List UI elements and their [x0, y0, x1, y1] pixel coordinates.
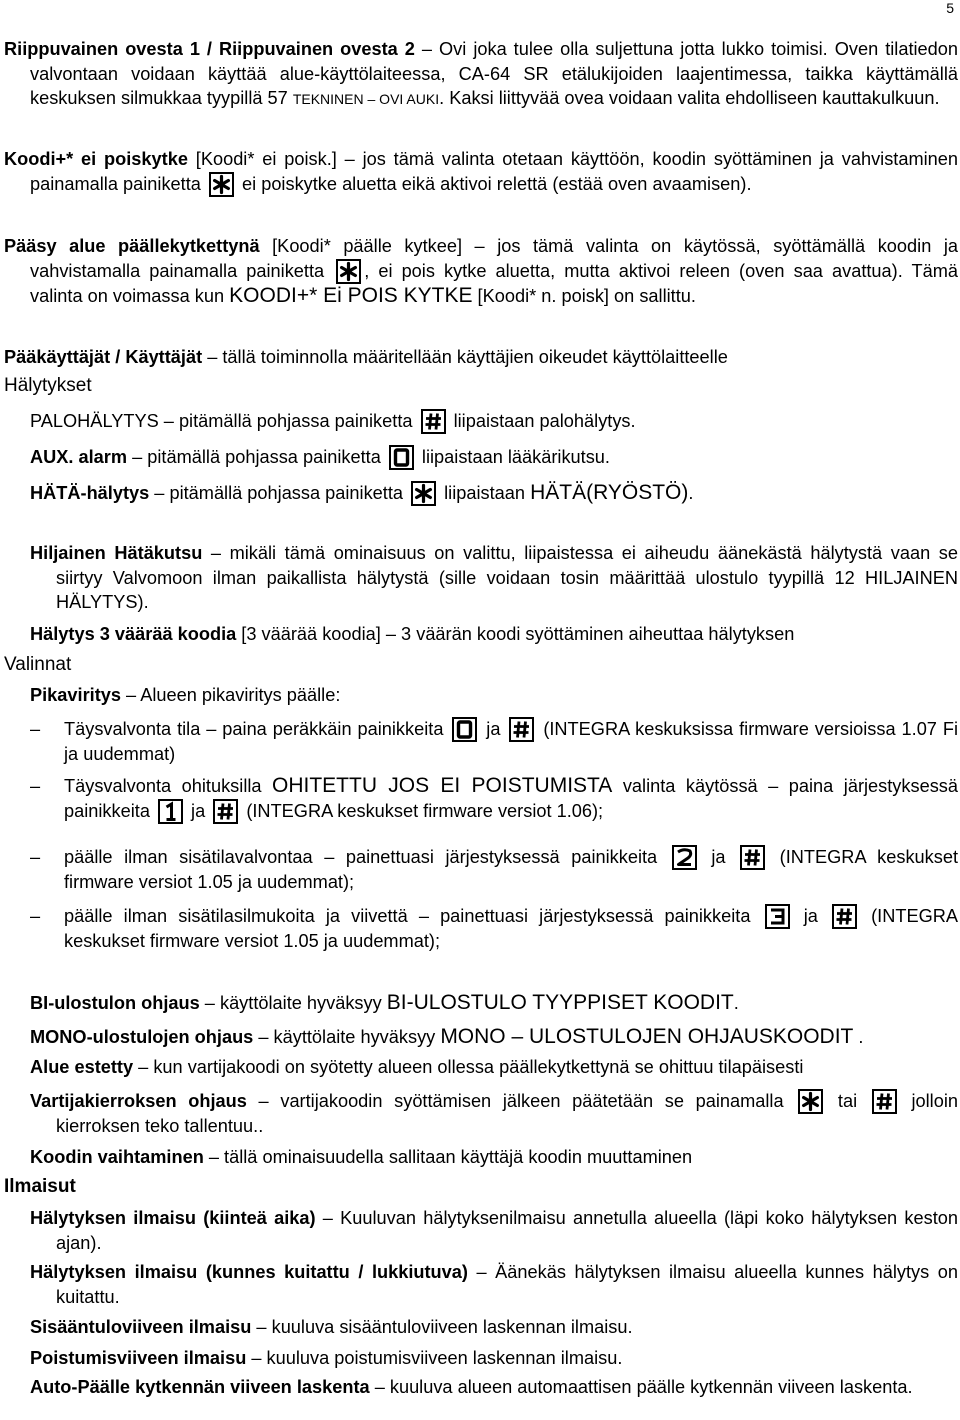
line-bi-output: BI-ulostulon ohjaus – käyttölaite hyväksyy BI-ULOSTULO TYYPPISET KOODIT. — [30, 991, 739, 1014]
line-mono-output: MONO-ulostulojen ohjaus – käyttölaite hyväksyy MONO – ULOSTULOJEN OHJAUSKOODIT . — [30, 1025, 864, 1048]
hash-key-icon — [213, 799, 238, 824]
list-item-night-arm: – päälle ilman sisätilasilmukoita ja viivettä – painettuasi järjestyksessä painikkeita ja (INTEGRA keskukset firmware versiot 1.05 ja uudemmat); — [30, 906, 959, 951]
paragraph-alarm-signal-latching: Hälytyksen ilmaisu (kunnes kuitattu / lukkiutuva) – Äänekäs hälytyksen ilmaisu alueella kunnes hälytys on kuitattu. — [30, 1262, 958, 1307]
line-code-change: Koodin vaihtaminen – tällä ominaisuudella sallitaan käyttäjä koodin muuttaminen — [30, 1147, 693, 1167]
two-key-icon — [672, 845, 697, 870]
paragraph-code-star-no-disarm: Koodi+* ei poiskytke [Koodi* ei poisk.] – jos tämä valinta otetaan käyttöön, koodin syöttäminen ja vahvistaminen painamalla painiketta ei poiskytke aluetta eikä aktivoi relettä (estää oven avaamisen). — [4, 147, 958, 197]
heading-valinnat: Valinnat — [4, 654, 72, 675]
line-aux-alarm: AUX. alarm – pitämällä pohjassa painiketta liipaistaan lääkärikutsu. — [30, 445, 958, 470]
paragraph-silent-alarm: Hiljainen Hätäkutsu – mikäli tämä ominaisuus on valittu, liipaistessa ei aiheudu äänekästä hälytystä vaan se siirtyy Valvomoon ilman paikallista hälytystä (sille voidaan tosin määrittää ulostulo tyypillä 12 HILJAINEN HÄLYTYS). — [30, 543, 959, 612]
paragraph-users: Pääkäyttäjät / Käyttäjät – tällä toiminnolla määritellään käyttäjien oikeudet käyttölaitteelle — [4, 347, 728, 367]
paragraph-access-armed: Pääsy alue päällekytkettynä [Koodi* päälle kytkee] – jos tämä valinta on käytössä, syöttämällä koodin ja vahvistamalla painamalla painiketta , ei pois kytke aluetta, mutta aktivoi releen (oven saa avattua). Tämä valinta on voimassa kun KOODI+* Ei POIS KYTKE [Koodi* n. poisk] on sallittu. — [4, 236, 958, 307]
term: Riippuvainen ovesta 1 / Riippuvainen ovesta 2 — [4, 39, 415, 59]
term: Pääkäyttäjät / Käyttäjät — [4, 347, 203, 367]
list-item-stay-arm: – päälle ilman sisätilavalvontaa – painettuasi järjestyksessä painikkeita ja (INTEGRA keskukset firmware versiot 1.05 ja uudemmat); — [30, 847, 959, 892]
heading-halytykset: Hälytykset — [4, 375, 92, 396]
hash-key-icon — [509, 717, 534, 742]
term: Pääsy alue päällekytkettynä — [4, 236, 260, 256]
star-key-icon — [411, 481, 436, 506]
star-key-icon — [798, 1089, 823, 1114]
line-entry-delay: Sisääntuloviiveen ilmaisu – kuuluva sisääntuloviiveen laskennan ilmaisu. — [30, 1317, 633, 1337]
zero-key-icon — [389, 445, 414, 470]
paragraph-guard-round: Vartijakierroksen ohjaus – vartijakoodin syöttämisen jälkeen päätetään se painamalla tai jolloin kierroksen teko tallentuu.. — [30, 1091, 958, 1136]
list-item-full-arm-bypass: – Täysvalvonta ohituksilla OHITETTU JOS EI POISTUMISTA valinta käytössä – paina järjestyksessä painikkeita ja (INTEGRA keskukset firmware versiot 1.06); — [30, 774, 958, 824]
line-area-blocked: Alue estetty – kun vartijakoodi on syötetty alueen ollessa päällekytkettynä se ohittuu tilapäisesti — [30, 1057, 804, 1077]
line-exit-delay: Poistumisviiveen ilmaisu – kuuluva poistumisviiveen laskennan ilmaisu. — [30, 1348, 623, 1368]
star-key-icon — [209, 172, 234, 197]
one-key-icon — [158, 799, 183, 824]
paragraph-auto-arm-countdown: Auto-Päälle kytkennän viiveen laskenta – kuuluva alueen automaattisen päälle kytkennän viiveen laskenta. — [30, 1377, 913, 1397]
zero-key-icon — [452, 717, 477, 742]
hash-key-icon — [740, 845, 765, 870]
hash-key-icon — [421, 409, 446, 434]
page-number: 5 — [946, 0, 954, 16]
hash-key-icon — [832, 904, 857, 929]
heading-ilmaisut: Ilmaisut — [4, 1176, 76, 1197]
paragraph-alarm-signal-fixed: Hälytyksen ilmaisu (kiinteä aika) – Kuuluvan hälytyksenilmaisu annetulla alueella (läpi koko hälytyksen keston ajan). — [30, 1208, 958, 1253]
line-three-wrong-codes: Hälytys 3 väärää koodia [3 väärää koodia] – 3 väärän koodi syöttäminen aiheuttaa hälytyksen — [30, 624, 795, 644]
line-fire-alarm: PALOHÄLYTYS – pitämällä pohjassa painiketta liipaistaan palohälytys. — [30, 409, 958, 434]
line-quick-arm: Pikaviritys – Alueen pikaviritys päälle: — [30, 685, 341, 705]
paragraph-door-dependency: Riippuvainen ovesta 1 / Riippuvainen ovesta 2 – Ovi joka tulee olla suljettuna jotta lukko toimisi. Oven tilatiedon valvontaan voidaan käyttää alue-käyttölaiteessa, CA-64 SR etälukijoiden laajentimessa, taikka käyttämällä keskuksen silmukkaa tyypillä 57 TEKNINEN – OVI AUKI. Kaksi liittyvää ovea voidaan valita ehdolliseen kauttakulkuun. — [4, 39, 958, 108]
line-panic-alarm: HÄTÄ-hälytys – pitämällä pohjassa painiketta liipaistaan HÄTÄ(RYÖSTÖ). — [30, 481, 694, 504]
star-key-icon — [336, 259, 361, 284]
three-key-icon — [765, 904, 790, 929]
term: Koodi+* ei poiskytke — [4, 149, 188, 169]
hash-key-icon — [872, 1089, 897, 1114]
list-item-full-arm: – Täysvalvonta tila – paina peräkkäin painikkeita ja (INTEGRA keskuksissa firmware versioissa 1.07 Fi ja uudemmat) — [30, 719, 959, 764]
